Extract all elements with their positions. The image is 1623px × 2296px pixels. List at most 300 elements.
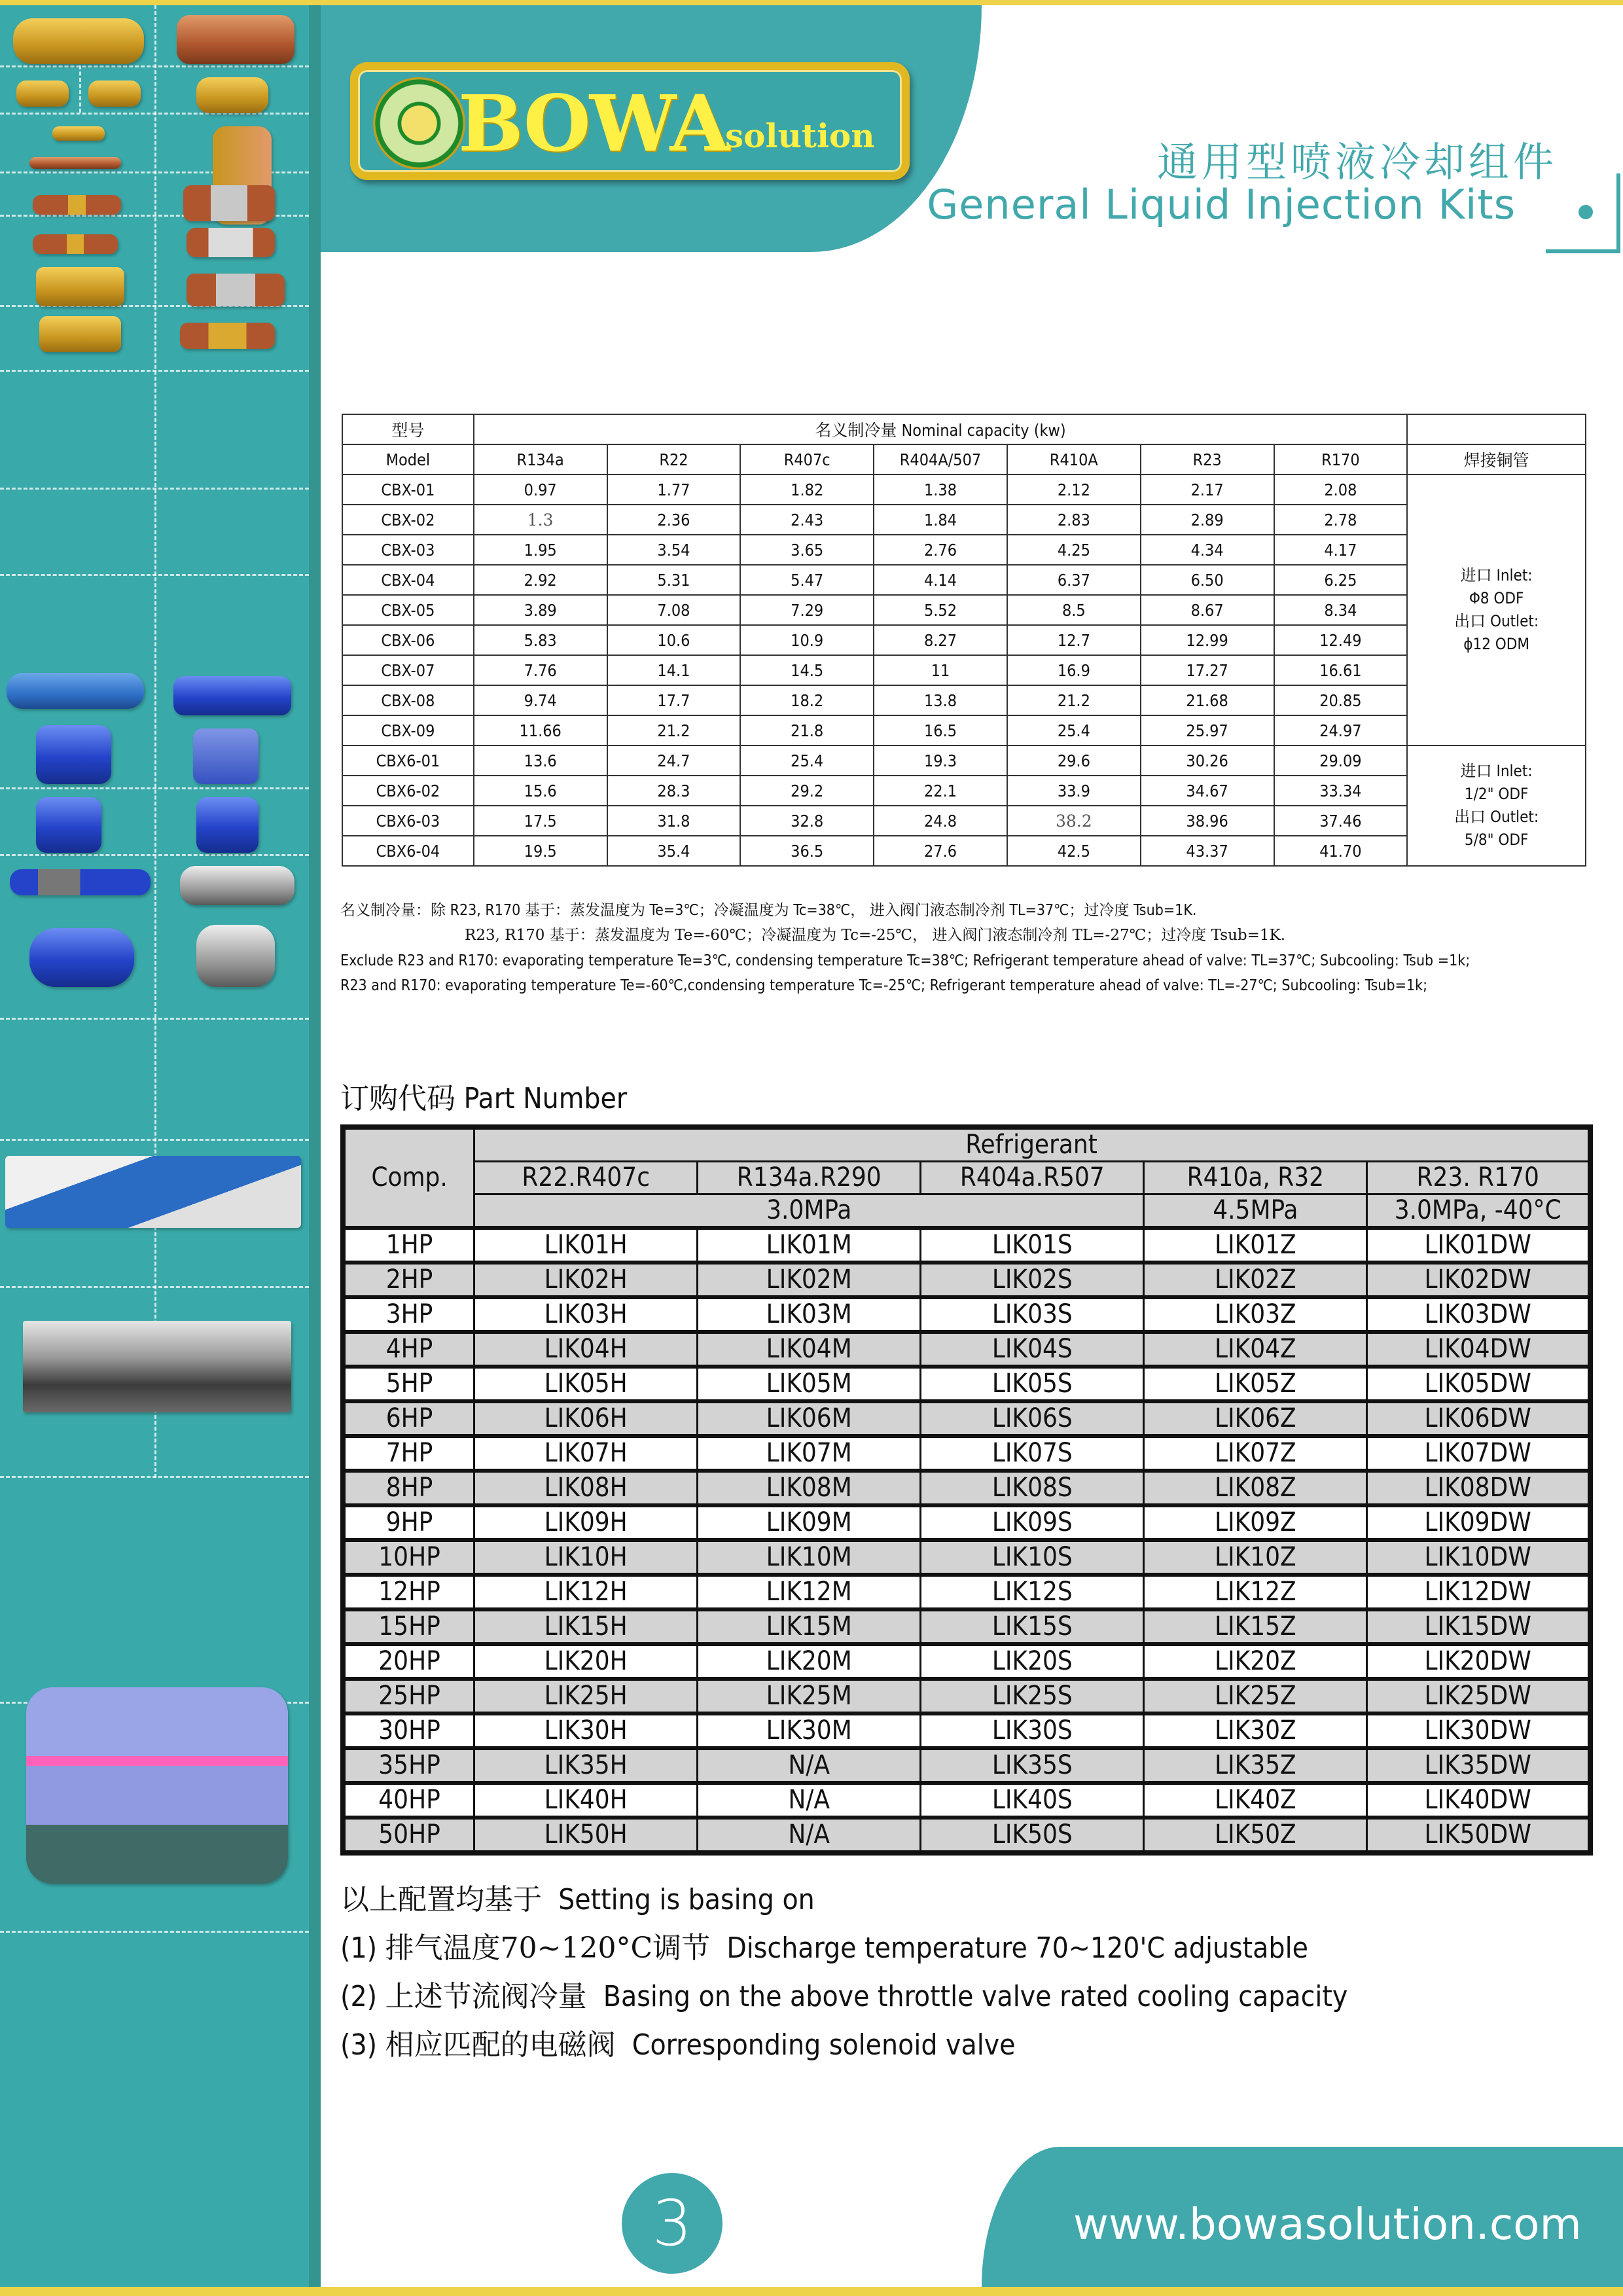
model-header-cn: 型号 <box>342 414 474 444</box>
connection-spec-line: 进口 Inlet: <box>1460 566 1533 584</box>
capacity-value-cell: 13.8 <box>874 685 1007 715</box>
pressure-3mpa-minus40: 3.0MPa, -40°C <box>1367 1194 1590 1229</box>
capacity-value-cell: 6.50 <box>1141 565 1274 595</box>
filter-drier-shell-icon <box>173 676 291 715</box>
capacity-value-cell: 31.8 <box>607 806 741 836</box>
part-code-cell: LIK40DW <box>1367 1783 1590 1818</box>
part-code-cell: LIK04DW <box>1367 1332 1590 1367</box>
part-code-cell: LIK02S <box>921 1263 1144 1297</box>
capacity-value-cell: 42.5 <box>1007 836 1141 866</box>
part-code-cell: LIK06H <box>474 1401 698 1436</box>
refrigerant-column-header: R404a.R507 <box>921 1162 1144 1194</box>
compressor-hp-cell: 10HP <box>343 1540 474 1575</box>
sight-glass-flare-2-icon <box>88 81 141 107</box>
part-code-cell: LIK10DW <box>1367 1540 1590 1575</box>
capacity-value-cell: 6.37 <box>1007 565 1141 595</box>
sidebar-divider <box>154 5 156 1478</box>
capacity-value-cell: 17.27 <box>1141 655 1274 685</box>
part-number-row <box>343 1783 1590 1818</box>
capacity-row <box>342 535 1586 565</box>
capacity-column-header: R407c <box>740 444 874 475</box>
compressor-hp-cell: 50HP <box>343 1818 474 1853</box>
capacity-value-cell: 1.84 <box>874 505 1007 535</box>
capacity-value-cell: 43.37 <box>1141 836 1274 866</box>
part-number-title-en: Part Number <box>463 1082 628 1115</box>
filter-exploded-icon <box>10 869 151 895</box>
top-accent-bar <box>0 0 1623 5</box>
settings-intro-en: Setting is basing on <box>558 1883 815 1916</box>
brand-logo-subtext: solution <box>725 117 875 155</box>
capacity-footnote: Exclude R23 and R170: evaporating temperature Te=3℃, condensing temperature Tc=38℃; Refrigerant temperature ahead of valve: TL=37℃; Subcooling: Tsub =1k; <box>340 952 1471 969</box>
capacity-value-cell: 11.66 <box>474 715 607 745</box>
capacity-value-cell: 5.47 <box>740 565 874 595</box>
compressor-hp-cell: 4HP <box>343 1332 474 1367</box>
capacity-column-header: R170 <box>1274 444 1408 475</box>
capacity-value-cell: 14.1 <box>607 655 741 685</box>
note-text-cn: 上述节流阀冷量 <box>385 1980 587 2013</box>
model-cell: CBX6-04 <box>342 836 474 866</box>
part-code-cell: LIK05H <box>474 1367 698 1401</box>
connection-spec-cbx6 <box>1407 745 1586 866</box>
capacity-value-cell: 32.8 <box>740 806 874 836</box>
part-code-cell: LIK01Z <box>1144 1228 1367 1263</box>
part-code-cell: LIK25Z <box>1144 1679 1367 1713</box>
capacity-value-cell: 2.43 <box>740 505 874 535</box>
capacity-value-cell: 38.2 <box>1007 806 1141 836</box>
part-number-row <box>343 1263 1590 1297</box>
compressor-hp-cell: 12HP <box>343 1575 474 1609</box>
part-code-cell: N/A <box>698 1783 921 1818</box>
part-code-cell: LIK07M <box>698 1436 921 1471</box>
page-title-en-text: General Liquid Injection Kits <box>927 181 1516 228</box>
capacity-value-cell: 3.65 <box>740 535 874 565</box>
connection-spec-line: 1/2" ODF <box>1464 785 1529 803</box>
part-code-cell: LIK35H <box>474 1748 698 1783</box>
capacity-row <box>342 475 1586 505</box>
comp-header: Comp. <box>343 1127 474 1228</box>
capacity-value-cell: 28.3 <box>607 776 741 806</box>
capacity-value-cell: 18.2 <box>740 685 874 715</box>
capacity-value-cell: 33.34 <box>1274 776 1408 806</box>
part-code-cell: LIK07Z <box>1144 1436 1367 1471</box>
part-number-row <box>343 1436 1590 1471</box>
part-code-cell: LIK07DW <box>1367 1436 1590 1471</box>
capacity-row <box>342 565 1586 595</box>
part-code-cell: LIK09Z <box>1144 1505 1367 1540</box>
part-code-cell: LIK50Z <box>1144 1818 1367 1853</box>
capacity-value-cell: 7.29 <box>740 595 874 625</box>
part-code-cell: LIK12S <box>921 1575 1144 1609</box>
capacity-value-cell: 25.4 <box>740 745 874 776</box>
capacity-value-cell: 3.54 <box>607 535 741 565</box>
model-cell: CBX-06 <box>342 625 474 655</box>
capacity-value-cell: 4.25 <box>1007 535 1141 565</box>
part-code-cell: LIK05M <box>698 1367 921 1401</box>
note-text-cn: 排气温度70~120°C调节 <box>385 1931 711 1965</box>
part-code-cell: LIK05DW <box>1367 1367 1590 1401</box>
product-sidebar <box>0 5 309 2287</box>
pressure-4-5mpa: 4.5MPa <box>1144 1194 1367 1229</box>
copper-fitting-icon <box>29 157 121 169</box>
capacity-value-cell: 14.5 <box>740 655 874 685</box>
capacity-value-cell: 2.17 <box>1141 475 1274 505</box>
note-text-en: Corresponding solenoid valve <box>632 2028 1016 2062</box>
flare-connector-icon <box>52 126 105 141</box>
centrifugal-fan-icon <box>180 866 294 905</box>
part-number-row <box>343 1575 1590 1609</box>
solenoid-valve-small-icon <box>183 185 275 221</box>
sight-glass-flare-icon <box>16 81 69 107</box>
compressor-hp-cell: 1HP <box>343 1228 474 1263</box>
capacity-value-cell: 1.38 <box>874 475 1007 505</box>
capacity-value-cell: 13.6 <box>474 745 607 776</box>
capacity-value-cell: 21.68 <box>1141 685 1274 715</box>
model-cell: CBX-08 <box>342 685 474 715</box>
brand-logo-text: BOWA <box>458 78 729 169</box>
capacity-value-cell: 1.3 <box>474 505 607 535</box>
part-number-title <box>340 1075 627 1117</box>
model-cell: CBX-09 <box>342 715 474 745</box>
capacity-value-cell: 2.76 <box>874 535 1007 565</box>
capacity-value-cell: 29.6 <box>1007 745 1141 776</box>
condensing-unit-icon <box>23 1321 291 1412</box>
settings-note <box>340 2021 1015 2063</box>
part-code-cell: LIK10S <box>921 1540 1144 1575</box>
model-cell: CBX-05 <box>342 595 474 625</box>
connection-spec-line: 5/8" ODF <box>1464 831 1529 849</box>
part-number-row <box>343 1228 1590 1263</box>
part-code-cell: LIK40Z <box>1144 1783 1367 1818</box>
note-number: (1) <box>340 1931 378 1965</box>
part-code-cell: LIK04Z <box>1144 1332 1367 1367</box>
solenoid-valve-copper-icon <box>187 274 285 306</box>
capacity-row <box>342 745 1586 776</box>
part-code-cell: LIK09DW <box>1367 1505 1590 1540</box>
part-code-cell: LIK07H <box>474 1436 698 1471</box>
capacity-value-cell: 19.3 <box>874 745 1007 776</box>
container-unit-icon <box>26 1687 288 1884</box>
part-code-cell: LIK02Z <box>1144 1263 1367 1297</box>
part-code-cell: LIK03H <box>474 1297 698 1332</box>
capacity-value-cell: 25.4 <box>1007 715 1141 745</box>
solenoid-valve-copper-2-icon <box>180 323 275 349</box>
capacity-value-cell: 29.09 <box>1274 745 1408 776</box>
blank-header-cell <box>1407 414 1586 444</box>
capacity-value-cell: 34.67 <box>1141 776 1274 806</box>
capacity-value-cell: 25.97 <box>1141 715 1274 745</box>
note-text-cn: 相应匹配的电磁阀 <box>385 2028 616 2062</box>
capacity-value-cell: 5.31 <box>607 565 741 595</box>
capacity-value-cell: 4.14 <box>874 565 1007 595</box>
part-code-cell: LIK20DW <box>1367 1644 1590 1679</box>
capacity-row <box>342 776 1586 806</box>
capacity-column-header: R22 <box>607 444 741 475</box>
capacity-value-cell: 20.85 <box>1274 685 1408 715</box>
settings-intro <box>340 1876 815 1918</box>
compressor-hp-cell: 30HP <box>343 1713 474 1748</box>
part-number-row <box>343 1505 1590 1540</box>
capacity-value-cell: 35.4 <box>607 836 741 866</box>
capacity-footnote: 名义制冷量：除 R23, R170 基于：蒸发温度为 Te=3℃；冷凝温度为 Tc=38℃， 进入阀门液态制冷剂 TL=37℃；过冷度 Tsub=1K. <box>340 902 1197 919</box>
settings-note <box>340 1973 1347 2015</box>
solenoid-valve-flat-icon <box>187 228 275 257</box>
capacity-value-cell: 24.8 <box>874 806 1007 836</box>
refrigerant-column-header: R22.R407c <box>474 1162 698 1194</box>
part-code-cell: LIK40H <box>474 1783 698 1818</box>
part-code-cell: LIK35DW <box>1367 1748 1590 1783</box>
pressure-3mpa: 3.0MPa <box>474 1194 1144 1229</box>
part-code-cell: N/A <box>698 1818 921 1853</box>
capacity-value-cell: 3.89 <box>474 595 607 625</box>
capacity-footnote: R23, R170 基于：蒸发温度为 Te=-60℃；冷凝温度为 Tc=-25℃， 进入阀门液态制冷剂 TL=-27℃；过冷度 Tsub=1K. <box>465 927 1286 944</box>
capacity-value-cell: 7.08 <box>607 595 741 625</box>
capacity-value-cell: 12.7 <box>1007 625 1141 655</box>
part-number-title-cn: 订购代码 <box>340 1082 455 1115</box>
part-code-cell: LIK25M <box>698 1679 921 1713</box>
capacity-value-cell: 12.49 <box>1274 625 1408 655</box>
model-cell: CBX-04 <box>342 565 474 595</box>
part-code-cell: LIK12M <box>698 1575 921 1609</box>
part-code-cell: LIK05S <box>921 1367 1144 1401</box>
part-code-cell: LIK02H <box>474 1263 698 1297</box>
capacity-value-cell: 4.17 <box>1274 535 1408 565</box>
capacity-value-cell: 29.2 <box>740 776 874 806</box>
part-code-cell: LIK20M <box>698 1644 921 1679</box>
refrigerant-header: Refrigerant <box>474 1127 1590 1162</box>
part-code-cell: LIK50S <box>921 1818 1144 1853</box>
sight-glass-copper-icon <box>177 15 294 64</box>
check-valve-2-icon <box>33 234 118 254</box>
part-number-row <box>343 1401 1590 1436</box>
capacity-value-cell: 12.99 <box>1141 625 1274 655</box>
part-code-cell: LIK25S <box>921 1679 1144 1713</box>
website-link[interactable]: www.bowasolution.com <box>1073 2199 1582 2250</box>
part-code-cell: LIK09S <box>921 1505 1144 1540</box>
part-code-cell: LIK15Z <box>1144 1609 1367 1644</box>
part-code-cell: LIK20S <box>921 1644 1144 1679</box>
note-number: (2) <box>340 1980 378 2013</box>
capacity-row <box>342 715 1586 745</box>
capacity-value-cell: 4.34 <box>1141 535 1274 565</box>
capacity-row <box>342 625 1586 655</box>
part-code-cell: LIK35S <box>921 1748 1144 1783</box>
capacity-value-cell: 2.78 <box>1274 505 1408 535</box>
corner-bracket-vertical <box>1616 173 1620 253</box>
note-text-en: Discharge temperature 70~120'C adjustable <box>726 1931 1308 1965</box>
capacity-column-header: R23 <box>1141 444 1274 475</box>
part-code-cell: LIK15H <box>474 1609 698 1644</box>
refrigerant-column-header: R134a.R290 <box>698 1162 921 1194</box>
part-code-cell: LIK10Z <box>1144 1540 1367 1575</box>
nominal-capacity-header: 名义制冷量 Nominal capacity (kw) <box>474 414 1407 444</box>
part-code-cell: LIK08M <box>698 1471 921 1505</box>
capacity-value-cell: 9.74 <box>474 685 607 715</box>
capacity-value-cell: 36.5 <box>740 836 874 866</box>
part-code-cell: LIK01S <box>921 1228 1144 1263</box>
page-title-en <box>927 181 1558 228</box>
part-code-cell: LIK01H <box>474 1228 698 1263</box>
capacity-value-cell: 0.97 <box>474 475 607 505</box>
capacity-value-cell: 27.6 <box>874 836 1007 866</box>
compressor-hp-cell: 20HP <box>343 1644 474 1679</box>
capacity-column-header: R134a <box>474 444 607 475</box>
capacity-value-cell: 6.25 <box>1274 565 1408 595</box>
model-header-en: Model <box>342 444 474 475</box>
capacity-value-cell: 19.5 <box>474 836 607 866</box>
connection-spec-cbx <box>1407 475 1586 745</box>
part-code-cell: LIK25H <box>474 1679 698 1713</box>
settings-note <box>340 1924 1308 1966</box>
part-number-row <box>343 1297 1590 1332</box>
model-cell: CBX-01 <box>342 475 474 505</box>
part-code-cell: LIK05Z <box>1144 1367 1367 1401</box>
compressor-hp-cell: 5HP <box>343 1367 474 1401</box>
model-cell: CBX-03 <box>342 535 474 565</box>
page-number: 3 <box>652 2187 692 2260</box>
note-text-en: Basing on the above throttle valve rated cooling capacity <box>603 1980 1348 2013</box>
refrigerant-column-header: R410a, R32 <box>1144 1162 1367 1194</box>
part-number-row <box>343 1609 1590 1644</box>
connection-spec-line: Φ8 ODF <box>1469 589 1524 607</box>
part-code-cell: LIK06Z <box>1144 1401 1367 1436</box>
part-code-cell: LIK15M <box>698 1609 921 1644</box>
capacity-value-cell: 41.70 <box>1274 836 1408 866</box>
part-code-cell: LIK30DW <box>1367 1713 1590 1748</box>
part-code-cell: LIK02M <box>698 1263 921 1297</box>
connection-spec-line: 出口 Outlet: <box>1454 808 1539 826</box>
model-cell: CBX-02 <box>342 505 474 535</box>
capacity-value-cell: 22.1 <box>874 776 1007 806</box>
nominal-capacity-table <box>342 414 1586 867</box>
compressor-hp-cell: 25HP <box>343 1679 474 1713</box>
part-code-cell: LIK08H <box>474 1471 698 1505</box>
solenoid-valve-flare-2-icon <box>39 316 121 352</box>
capacity-value-cell: 2.36 <box>607 505 741 535</box>
part-code-cell: LIK15DW <box>1367 1609 1590 1644</box>
part-number-row <box>343 1540 1590 1575</box>
part-code-cell: LIK15S <box>921 1609 1144 1644</box>
capacity-value-cell: 10.6 <box>607 625 741 655</box>
part-code-cell: LIK30Z <box>1144 1713 1367 1748</box>
connection-spec-line: 出口 Outlet: <box>1454 612 1539 630</box>
brand-logo-medal-icon <box>373 77 465 170</box>
capacity-value-cell: 16.5 <box>874 715 1007 745</box>
capacity-value-cell: 8.67 <box>1141 595 1274 625</box>
part-code-cell: LIK06DW <box>1367 1401 1590 1436</box>
compressor-hp-cell: 8HP <box>343 1471 474 1505</box>
capacity-value-cell: 8.5 <box>1007 595 1141 625</box>
sidebar-divider <box>79 65 81 113</box>
part-number-row <box>343 1713 1590 1748</box>
part-code-cell: LIK02DW <box>1367 1263 1590 1297</box>
part-code-cell: LIK50DW <box>1367 1818 1590 1853</box>
capacity-value-cell: 24.7 <box>607 745 741 776</box>
compressor-rack-icon <box>5 1156 301 1228</box>
part-number-row <box>343 1679 1590 1713</box>
capacity-value-cell: 1.77 <box>607 475 741 505</box>
part-number-row <box>343 1644 1590 1679</box>
part-code-cell: LIK20Z <box>1144 1644 1367 1679</box>
capacity-value-cell: 38.96 <box>1141 806 1274 836</box>
shell-and-tube-exchanger-icon <box>29 928 134 987</box>
capacity-column-header: R410A <box>1007 444 1141 475</box>
compressor-hp-cell: 7HP <box>343 1436 474 1471</box>
capacity-value-cell: 33.9 <box>1007 776 1141 806</box>
compressor-hp-cell: 9HP <box>343 1505 474 1540</box>
part-number-row <box>343 1748 1590 1783</box>
capacity-value-cell: 30.26 <box>1141 745 1274 776</box>
capacity-value-cell: 1.82 <box>740 475 874 505</box>
part-code-cell: LIK25DW <box>1367 1679 1590 1713</box>
part-code-cell: LIK35Z <box>1144 1748 1367 1783</box>
capacity-value-cell: 2.08 <box>1274 475 1408 505</box>
capacity-row <box>342 836 1586 866</box>
capacity-value-cell: 2.92 <box>474 565 607 595</box>
capacity-value-cell: 16.61 <box>1274 655 1408 685</box>
model-cell: CBX6-02 <box>342 776 474 806</box>
capacity-value-cell: 5.52 <box>874 595 1007 625</box>
part-number-row <box>343 1367 1590 1401</box>
compressor-hp-cell: 35HP <box>343 1748 474 1783</box>
capacity-value-cell: 11 <box>874 655 1007 685</box>
part-number-row <box>343 1332 1590 1367</box>
model-cell: CBX6-03 <box>342 806 474 836</box>
connection-spec-line: ϕ12 ODM <box>1463 635 1530 653</box>
part-code-cell: LIK03M <box>698 1297 921 1332</box>
capacity-value-cell: 21.2 <box>1007 685 1141 715</box>
part-code-cell: LIK03S <box>921 1297 1144 1332</box>
part-number-row <box>343 1471 1590 1505</box>
capacity-value-cell: 7.76 <box>474 655 607 685</box>
compressor-hp-cell: 40HP <box>343 1783 474 1818</box>
capacity-row <box>342 685 1586 715</box>
capacity-value-cell: 2.83 <box>1007 505 1141 535</box>
part-code-cell: N/A <box>698 1748 921 1783</box>
capacity-value-cell: 21.8 <box>740 715 874 745</box>
check-valve-icon <box>33 195 121 215</box>
page-title-cn: 通用型喷液冷却组件 <box>1156 138 1558 186</box>
sidebar-divider <box>0 1931 309 1933</box>
part-code-cell: LIK20H <box>474 1644 698 1679</box>
capacity-value-cell: 1.95 <box>474 535 607 565</box>
capacity-row <box>342 595 1586 625</box>
part-code-cell: LIK03DW <box>1367 1297 1590 1332</box>
part-code-cell: LIK08DW <box>1367 1471 1590 1505</box>
capacity-value-cell: 15.6 <box>474 776 607 806</box>
suction-filter-housing-icon <box>7 673 144 709</box>
part-code-cell: LIK50H <box>474 1818 698 1853</box>
accumulator-icon <box>36 725 111 784</box>
part-code-cell: LIK01M <box>698 1228 921 1263</box>
capacity-value-cell: 37.46 <box>1274 806 1408 836</box>
part-code-cell: LIK09M <box>698 1505 921 1540</box>
part-code-cell: LIK06S <box>921 1401 1144 1436</box>
capacity-value-cell: 2.89 <box>1141 505 1274 535</box>
capacity-value-cell: 5.83 <box>474 625 607 655</box>
connection-header: 焊接铜管 <box>1407 444 1586 475</box>
capacity-value-cell: 17.7 <box>607 685 741 715</box>
compressor-hp-cell: 15HP <box>343 1609 474 1644</box>
compressor-hp-cell: 3HP <box>343 1297 474 1332</box>
note-number: (3) <box>340 2028 378 2062</box>
part-code-cell: LIK04M <box>698 1332 921 1367</box>
part-code-cell: LIK12DW <box>1367 1575 1590 1609</box>
part-code-cell: LIK04H <box>474 1332 698 1367</box>
part-code-cell: LIK30H <box>474 1713 698 1748</box>
sidebar-edge-strip <box>309 5 321 2287</box>
part-code-cell: LIK01DW <box>1367 1228 1590 1263</box>
page-number-badge <box>622 2173 722 2274</box>
